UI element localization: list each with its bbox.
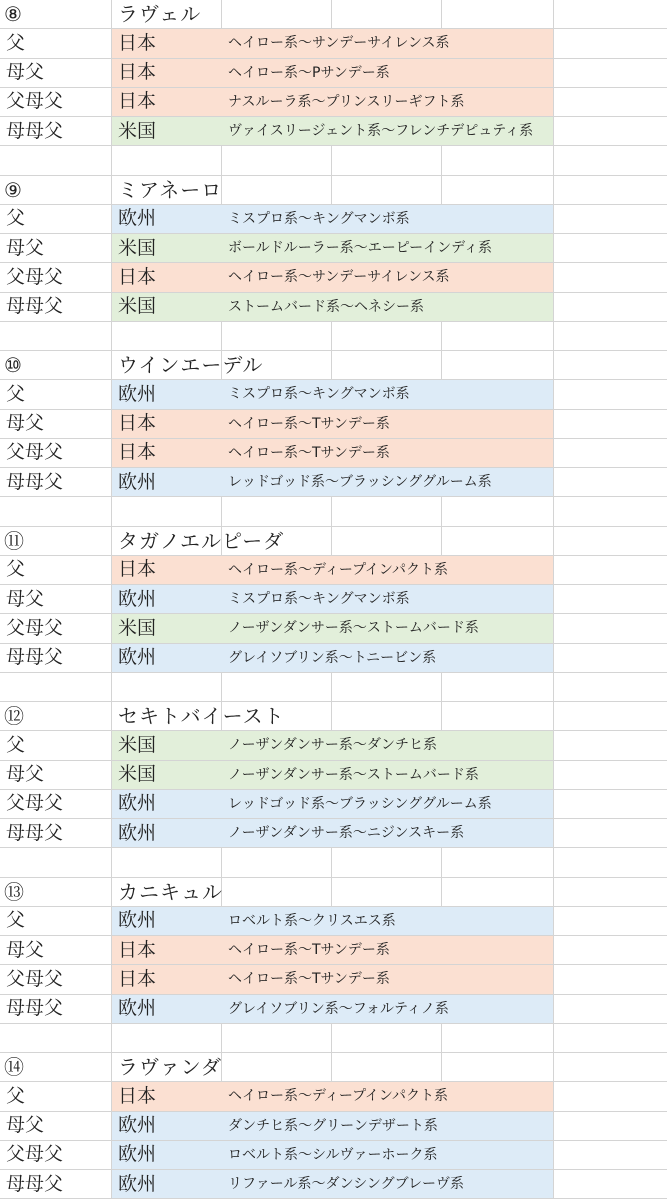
country-label: 欧州 [118,207,157,230]
grid-cell[interactable] [442,1141,554,1169]
grid-cell[interactable] [442,556,554,584]
relation-label: 母母父 [6,119,64,142]
grid-cell[interactable] [442,936,554,964]
grid-cell[interactable] [222,146,332,174]
grid-cell[interactable] [442,410,554,438]
relation-label: 父 [6,207,26,230]
country-label: 欧州 [118,470,157,493]
grid-cell[interactable] [554,936,667,964]
pedigree-row [0,205,667,234]
country-label: 欧州 [118,909,157,932]
grid-cell[interactable] [554,761,667,789]
grid-cell[interactable] [554,205,667,233]
country-label: 欧州 [118,792,157,815]
lineage-label: ミスプロ系～キングマンボ系 [228,386,410,403]
country-label: 日本 [118,1084,157,1107]
grid-cell[interactable] [332,1024,442,1052]
grid-cell[interactable] [554,965,667,993]
country-label: 日本 [118,938,157,961]
pedigree-row [0,614,667,643]
pedigree-row [0,907,667,936]
lineage-label: ロベルト系～シルヴァーホーク系 [228,1146,438,1163]
grid-cell[interactable] [554,497,667,525]
pedigree-row [0,59,667,88]
grid-cell[interactable] [222,1024,332,1052]
grid-cell[interactable] [332,527,442,555]
grid-cell[interactable] [442,995,554,1023]
horse-number: ⑪ [4,528,24,553]
country-label: 欧州 [118,587,157,610]
grid-cell[interactable] [442,380,554,408]
relation-label: 母父 [6,763,45,786]
country-label: 欧州 [118,821,157,844]
pedigree-row [0,936,667,965]
lineage-label: ナスルーラ系～プリンスリーギフト系 [228,93,465,110]
grid-cell[interactable] [554,702,667,730]
pedigree-row [0,556,667,585]
grid-cell[interactable] [222,673,332,701]
pedigree-row [0,117,667,146]
relation-label: 母母父 [6,295,64,318]
grid-cell[interactable] [554,1170,667,1198]
grid-cell[interactable] [554,1082,667,1110]
grid-cell[interactable] [554,29,667,57]
grid-cell[interactable] [554,322,667,350]
grid-cell[interactable] [332,673,442,701]
grid-cell[interactable] [442,29,554,57]
grid-cell[interactable] [554,468,667,496]
grid-cell[interactable] [554,907,667,935]
horse-name: ウインエーデル [118,353,264,378]
grid-cell[interactable] [442,351,554,379]
pedigree-row [0,1170,667,1199]
grid-cell[interactable] [554,644,667,672]
pedigree-row [0,1141,667,1170]
country-label: 日本 [118,31,157,54]
grid-cell[interactable] [442,1082,554,1110]
pedigree-row [0,263,667,292]
country-label: 欧州 [118,1114,157,1137]
grid-cell[interactable] [554,1053,667,1081]
grid-cell[interactable] [442,644,554,672]
grid-cell[interactable] [442,585,554,613]
horse-name: タガノエルピーダ [118,528,285,553]
grid-cell[interactable] [112,848,222,876]
grid-cell[interactable] [332,878,442,906]
country-label: 米国 [118,119,157,142]
grid-cell[interactable] [332,322,442,350]
spacer-row [0,848,667,877]
relation-label: 父母父 [6,441,64,464]
lineage-label: ヘイロー系～サンデーサイレンス系 [228,269,450,286]
grid-cell[interactable] [332,146,442,174]
horse-name: ラヴェル [118,2,202,27]
grid-cell[interactable] [554,819,667,847]
lineage-label: ノーザンダンサー系～ニジンスキー系 [228,825,465,842]
relation-label: 母母父 [6,470,64,493]
country-label: 日本 [118,412,157,435]
grid-cell[interactable] [442,965,554,993]
grid-cell[interactable] [554,848,667,876]
grid-cell[interactable] [442,1112,554,1140]
grid-cell[interactable] [554,878,667,906]
lineage-label: ミスプロ系～キングマンボ系 [228,210,410,227]
grid-cell[interactable] [332,351,442,379]
pedigree-row [0,88,667,117]
relation-label: 父母父 [6,90,64,113]
grid-cell[interactable] [554,146,667,174]
grid-cell[interactable] [554,527,667,555]
grid-cell[interactable] [554,1112,667,1140]
relation-label: 母母父 [6,997,64,1020]
pedigree-row [0,439,667,468]
grid-cell[interactable] [222,0,332,28]
grid-cell[interactable] [442,497,554,525]
lineage-label: リファール系～ダンシングブレーヴ系 [228,1176,465,1193]
horse-header-row [0,351,667,380]
grid-cell[interactable] [0,1024,112,1052]
lineage-label: レッドゴッド系～ブラッシンググルーム系 [228,795,492,812]
grid-cell[interactable] [442,0,554,28]
grid-cell[interactable] [332,497,442,525]
grid-cell[interactable] [442,205,554,233]
grid-cell[interactable] [0,322,112,350]
country-label: 日本 [118,558,157,581]
grid-cell[interactable] [442,1024,554,1052]
relation-label: 母母父 [6,1172,64,1195]
lineage-label: ダンチヒ系～グリーンデザート系 [228,1117,438,1134]
horse-header-row [0,0,667,29]
lineage-label: ノーザンダンサー系～ストームバード系 [228,766,479,783]
pedigree-row [0,644,667,673]
lineage-label: ミスプロ系～キングマンボ系 [228,591,410,608]
relation-label: 父 [6,382,26,405]
horse-number: ⑩ [4,353,22,378]
country-label: 日本 [118,265,157,288]
country-label: 米国 [118,733,157,756]
grid-cell[interactable] [332,1053,442,1081]
lineage-label: ヘイロー系～Tサンデー系 [228,971,390,988]
pedigree-row [0,29,667,58]
grid-cell[interactable] [112,497,222,525]
grid-cell[interactable] [222,848,332,876]
country-label: 欧州 [118,646,157,669]
grid-cell[interactable] [222,1053,332,1081]
grid-cell[interactable] [554,351,667,379]
lineage-label: ボールドルーラー系～エーピーインディ系 [228,240,493,257]
grid-cell[interactable] [442,848,554,876]
country-label: 日本 [118,967,157,990]
grid-cell[interactable] [554,88,667,116]
horse-header-row [0,878,667,907]
grid-cell[interactable] [554,995,667,1023]
grid-cell[interactable] [222,878,332,906]
grid-cell[interactable] [554,234,667,262]
pedigree-row [0,293,667,322]
horse-header-row [0,702,667,731]
horse-name: セキトバイースト [118,704,285,729]
grid-cell[interactable] [0,146,112,174]
grid-cell[interactable] [442,146,554,174]
grid-cell[interactable] [0,673,112,701]
grid-cell[interactable] [442,731,554,759]
country-label: 日本 [118,90,157,113]
horse-number: ⑫ [4,704,24,729]
grid-cell[interactable] [554,439,667,467]
spacer-row [0,673,667,702]
grid-cell[interactable] [554,1141,667,1169]
grid-cell[interactable] [554,556,667,584]
pedigree-row [0,790,667,819]
pedigree-row [0,731,667,760]
grid-cell[interactable] [554,176,667,204]
grid-cell[interactable] [0,497,112,525]
relation-label: 父母父 [6,1143,64,1166]
grid-cell[interactable] [442,702,554,730]
horse-name: ミアネーロ [118,177,223,202]
grid-cell[interactable] [442,878,554,906]
grid-cell[interactable] [222,176,332,204]
pedigree-row [0,761,667,790]
country-label: 米国 [118,295,157,318]
horse-number: ⑨ [4,177,22,202]
grid-cell[interactable] [442,293,554,321]
grid-cell[interactable] [112,673,222,701]
pedigree-row [0,1082,667,1111]
lineage-label: ロベルト系～クリスエス系 [228,912,396,929]
grid-cell[interactable] [0,848,112,876]
grid-cell[interactable] [554,585,667,613]
relation-label: 父母父 [6,265,64,288]
lineage-label: ヘイロー系～サンデーサイレンス系 [228,35,450,52]
grid-cell[interactable] [442,439,554,467]
grid-cell[interactable] [554,731,667,759]
grid-cell[interactable] [554,117,667,145]
pedigree-row [0,995,667,1024]
grid-cell[interactable] [442,322,554,350]
grid-cell[interactable] [442,673,554,701]
lineage-label: ストームバード系～ヘネシー系 [228,298,424,315]
grid-cell[interactable] [554,263,667,291]
relation-label: 母母父 [6,821,64,844]
horse-name: ラヴァンダ [118,1055,222,1080]
grid-cell[interactable] [554,614,667,642]
horse-number: ⑧ [4,2,22,27]
grid-cell[interactable] [112,146,222,174]
lineage-label: ノーザンダンサー系～ダンチヒ系 [228,737,438,754]
lineage-label: ヘイロー系～ディープインパクト系 [228,561,448,578]
country-label: 米国 [118,616,157,639]
pedigree-row [0,819,667,848]
pedigree-row [0,965,667,994]
grid-cell[interactable] [332,848,442,876]
pedigree-row [0,585,667,614]
grid-cell[interactable] [442,907,554,935]
country-label: 日本 [118,441,157,464]
pedigree-row [0,234,667,263]
relation-label: 母父 [6,236,45,259]
grid-cell[interactable] [554,0,667,28]
grid-cell[interactable] [442,59,554,87]
relation-label: 母父 [6,412,45,435]
country-label: 欧州 [118,997,157,1020]
grid-cell[interactable] [442,1053,554,1081]
grid-cell[interactable] [554,410,667,438]
grid-cell[interactable] [554,380,667,408]
lineage-label: ヴァイスリージェント系～フレンチデピュティ系 [228,123,534,140]
grid-cell[interactable] [442,263,554,291]
grid-cell[interactable] [554,790,667,818]
lineage-label: グレイソブリン系～トニービン系 [228,649,437,666]
spacer-row [0,146,667,175]
horse-number: ⑬ [4,879,24,904]
lineage-label: ヘイロー系～Tサンデー系 [228,942,390,959]
relation-label: 母父 [6,61,45,84]
horse-header-row [0,527,667,556]
grid-cell[interactable] [554,1024,667,1052]
relation-label: 母母父 [6,646,64,669]
lineage-label: グレイソブリン系～フォルティノ系 [228,1000,449,1017]
pedigree-row [0,468,667,497]
grid-cell[interactable] [442,176,554,204]
spacer-row [0,1024,667,1053]
lineage-label: ヘイロー系～Pサンデー系 [228,64,390,81]
relation-label: 父 [6,1084,26,1107]
relation-label: 父 [6,558,26,581]
lineage-label: ヘイロー系～Tサンデー系 [228,415,390,432]
grid-cell[interactable] [332,176,442,204]
lineage-label: ヘイロー系～Tサンデー系 [228,444,390,461]
relation-label: 父母父 [6,616,64,639]
country-label: 米国 [118,236,157,259]
relation-label: 父 [6,31,26,54]
relation-label: 母父 [6,587,45,610]
grid-cell[interactable] [332,702,442,730]
relation-label: 父母父 [6,792,64,815]
grid-cell[interactable] [554,293,667,321]
relation-label: 父母父 [6,967,64,990]
relation-label: 父 [6,909,26,932]
spacer-row [0,497,667,526]
grid-cell[interactable] [222,497,332,525]
relation-label: 母父 [6,1114,45,1137]
country-label: 欧州 [118,1172,157,1195]
grid-cell[interactable] [222,322,332,350]
relation-label: 父 [6,733,26,756]
grid-cell[interactable] [112,322,222,350]
country-label: 欧州 [118,382,157,405]
pedigree-row [0,1112,667,1141]
country-label: 日本 [118,61,157,84]
grid-cell[interactable] [554,59,667,87]
pedigree-row [0,380,667,409]
horse-header-row [0,1053,667,1082]
lineage-label: レッドゴッド系～ブラッシンググルーム系 [228,474,492,491]
country-label: 欧州 [118,1143,157,1166]
horse-name: カニキュル [118,879,223,904]
country-label: 米国 [118,763,157,786]
lineage-label: ヘイロー系～ディープインパクト系 [228,1088,448,1105]
horse-number: ⑭ [4,1055,24,1080]
grid-cell[interactable] [554,673,667,701]
pedigree-row [0,410,667,439]
horse-header-row [0,176,667,205]
grid-cell[interactable] [332,0,442,28]
spacer-row [0,322,667,351]
grid-cell[interactable] [442,527,554,555]
lineage-label: ノーザンダンサー系～ストームバード系 [228,620,479,637]
grid-cell[interactable] [112,1024,222,1052]
relation-label: 母父 [6,938,45,961]
